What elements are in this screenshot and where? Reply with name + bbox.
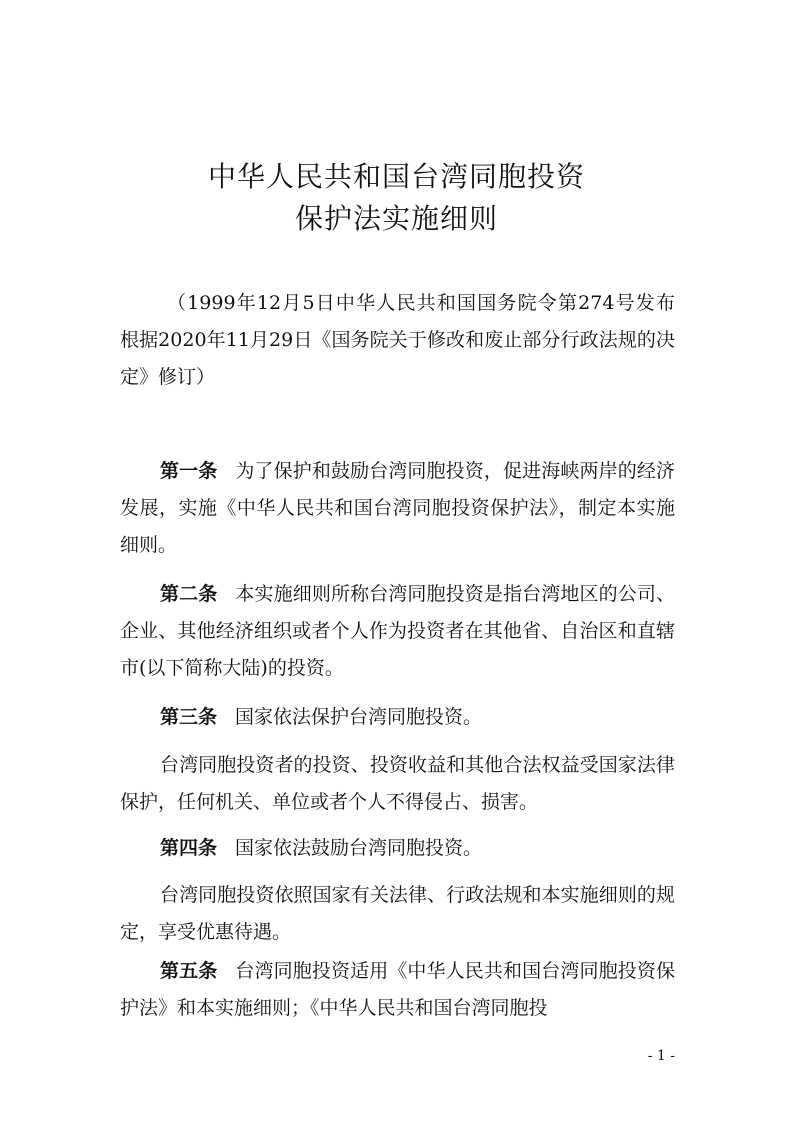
article-text: 国家依法保护台湾同胞投资。: [235, 706, 483, 728]
article-5-paragraph: [120, 953, 675, 1027]
article-number: 第三条: [160, 706, 218, 728]
article-text: 本实施细则所称台湾同胞投资是指台湾地区的公司、企业、其他经济组织或者个人作为投资者在其他省、自治区和直辖市(以下简称大陆)的投资。: [120, 583, 675, 679]
preface-note: （1999年12月5日中华人民共和国国务院令第274号发布 根据2020年11月29日《国务院关于修改和废止部分行政法规的决定》修订）: [120, 292, 695, 388]
article-text: 台湾同胞投资依照国家有关法律、行政法规和本实施细则的规定，享受优惠待遇。: [120, 884, 675, 943]
article-text: 为了保护和鼓励台湾同胞投资，促进海峡两岸的经济发展，实施《中华人民共和国台湾同胞投资保护法》，制定本实施细则。: [120, 460, 675, 556]
article-number: 第一条: [160, 460, 218, 482]
article-text: 国家依法鼓励台湾同胞投资。: [235, 837, 483, 859]
article-2-paragraph: [120, 576, 675, 687]
article-3-paragraph: [120, 699, 675, 736]
article-number: 第二条: [160, 583, 218, 605]
article-number: 第四条: [160, 837, 218, 859]
document-title-line-2: 保护法实施细则: [294, 201, 498, 235]
article-number: 第五条: [160, 960, 218, 982]
article-text: 台湾同胞投资者的投资、投资收益和其他合法权益受国家法律保护，任何机关、单位或者个人不得侵占、损害。: [120, 754, 675, 813]
page-number: - 1 -: [647, 1048, 675, 1064]
article-1-paragraph: [120, 453, 675, 564]
article-4-paragraph: [120, 830, 675, 867]
article-4-continuation: [120, 877, 675, 951]
article-3-continuation: [120, 747, 675, 821]
document-title-line-1: 中华人民共和国台湾同胞投资: [207, 159, 585, 193]
article-text: 台湾同胞投资适用《中华人民共和国台湾同胞投资保护法》和本实施细则；《中华人民共和国台湾同胞投: [120, 960, 675, 1019]
